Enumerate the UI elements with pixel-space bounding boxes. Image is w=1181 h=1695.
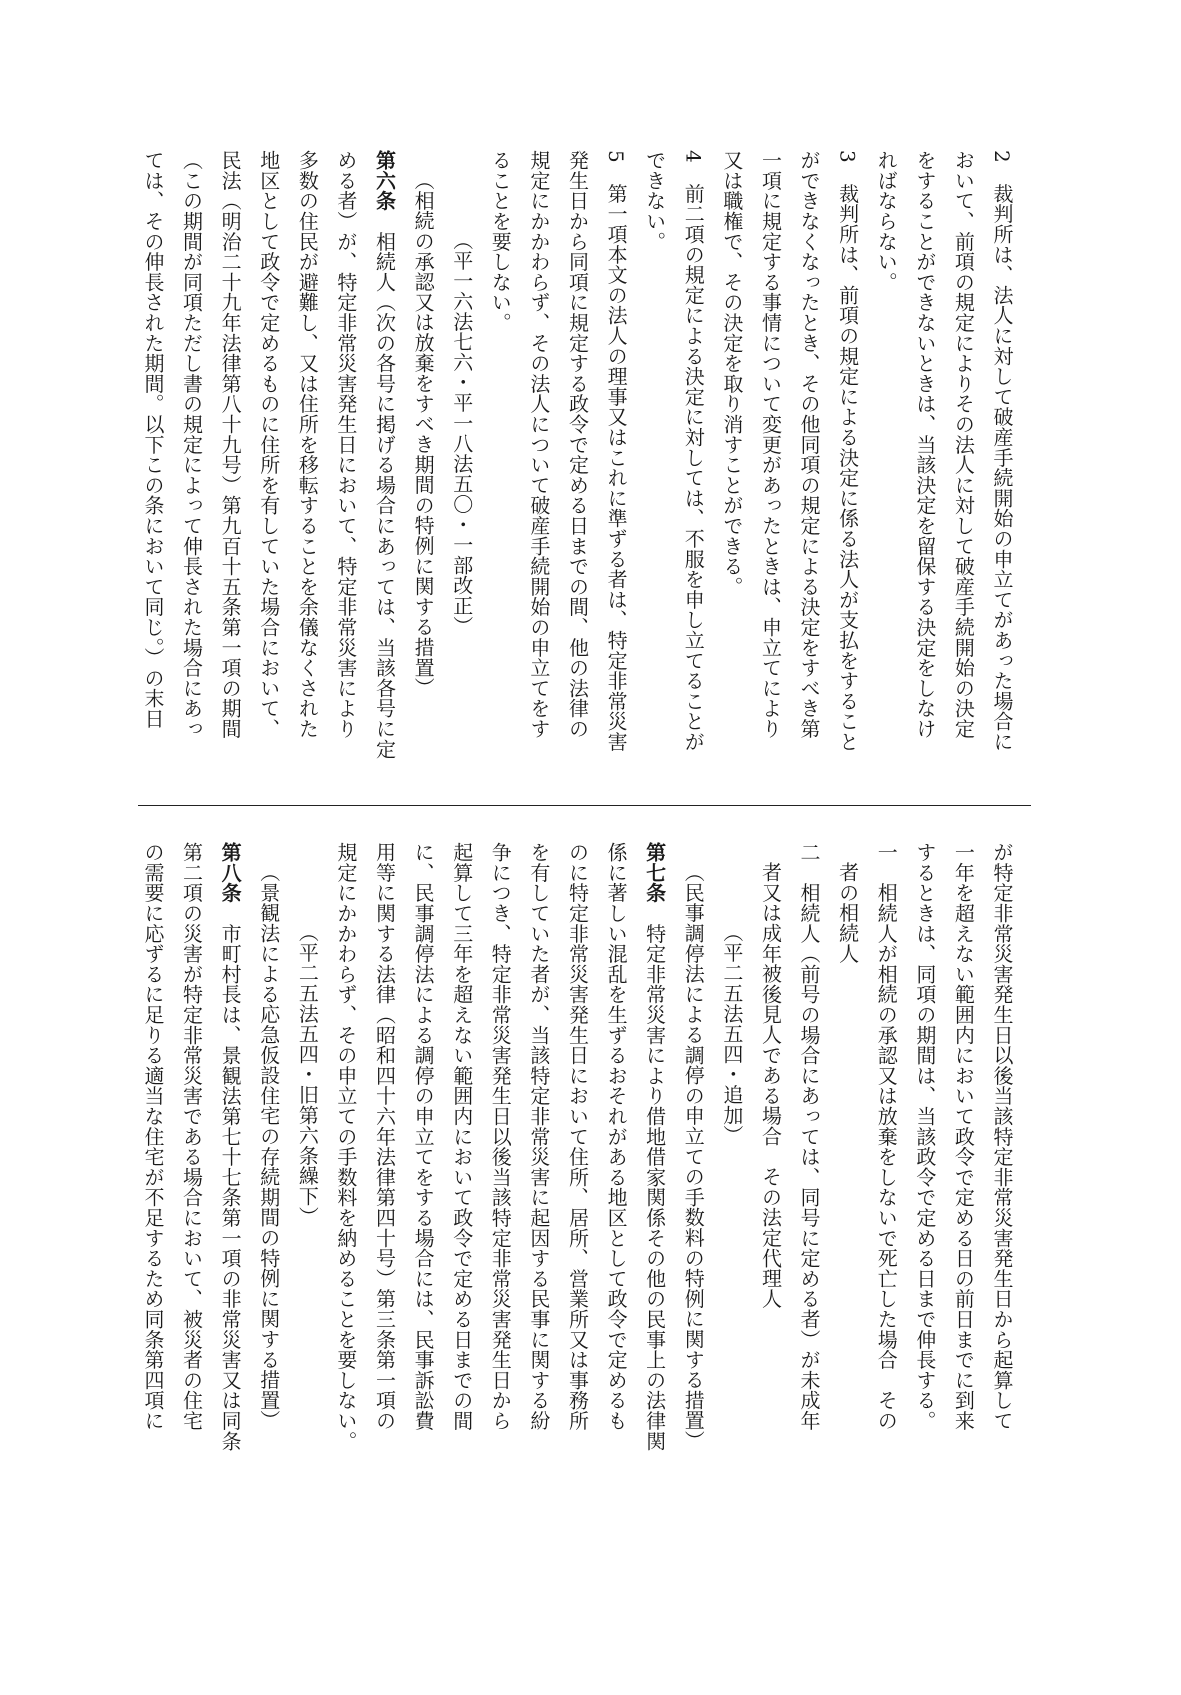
column-text: するときは、同項の期間は、当該政令で定める日まで伸長する。 [912, 842, 937, 1431]
column-text: 規定にかかわらず、その法人について破産手続開始の申立てをす [526, 150, 551, 739]
text-column [442, 150, 481, 790]
page-divider [138, 805, 1031, 806]
text-column [905, 150, 944, 790]
column-text: （平一六法七六・平一八法五〇・一部改正） [449, 230, 474, 636]
column-text: 者又は成年被後見人である場合 その法定代理人 [758, 862, 783, 1309]
column-text: ればならない。 [874, 150, 899, 293]
column-text: （相続の承認又は放棄をすべき期間の特例に関する措置） [411, 170, 436, 698]
column-text: 起算して三年を超えない範囲内において政令で定める日までの間 [449, 842, 474, 1431]
column-text: 規定にかかわらず、その申立ての手数料を納めることを要しない。 [333, 842, 358, 1451]
text-column [867, 150, 906, 790]
text-column [867, 842, 906, 1502]
text-column [365, 842, 404, 1502]
text-column [828, 842, 867, 1502]
column-text: ては、その伸長された期間。以下この条において同じ。）の末日 [140, 150, 165, 729]
column-text: （平二五法五四・旧第六条繰下） [295, 922, 320, 1227]
column-text: ができなくなったとき、その他同項の規定による決定をすべき第 [797, 150, 822, 739]
text-column [481, 150, 520, 790]
column-text: （この期間が同項ただし書の規定によって伸長された場合にあっ [179, 150, 204, 739]
column-text: 争につき、特定非常災害発生日以後当該特定非常災害発生日から [488, 842, 513, 1431]
column-text: 3 裁判所は、前項の規定による決定に係る法人が支払をすること [835, 150, 860, 752]
text-column [558, 842, 597, 1502]
text-column [596, 842, 635, 1502]
column-text: 特定非常災害により借地借家関係その他の民事上の法律関 [642, 902, 667, 1452]
column-text: 民法（明治二十九年法律第八十九号）第九百十五条第一項の期間 [218, 150, 243, 739]
text-column [211, 842, 250, 1502]
text-column [596, 150, 635, 790]
column-text: に、民事調停法による調停の申立てをする場合には、民事訴訟費 [411, 842, 436, 1431]
column-text: 地区として政令で定めるものに住所を有していた場合において、 [256, 150, 281, 739]
text-column [326, 842, 365, 1502]
text-column [635, 150, 674, 790]
text-column [404, 842, 443, 1502]
column-text: 発生日から同項に規定する政令で定める日までの間、他の法律の [565, 150, 590, 739]
text-column [944, 150, 983, 790]
column-text: 又は職権で、その決定を取り消すことができる。 [719, 150, 744, 597]
text-column [249, 842, 288, 1502]
text-column [133, 842, 172, 1502]
text-column [211, 150, 250, 790]
column-text: ることを要しない。 [488, 150, 513, 333]
text-column [789, 150, 828, 790]
text-column [751, 150, 790, 790]
text-column [519, 842, 558, 1502]
text-column [751, 842, 790, 1502]
column-text: のに特定非常災害発生日において住所、居所、営業所又は事務所 [565, 842, 590, 1431]
column-text: が特定非常災害発生日以後当該特定非常災害発生日から起算して [990, 842, 1014, 1431]
column-text: 2 裁判所は、法人に対して破産手続開始の申立てがあった場合に [990, 150, 1014, 752]
text-column [404, 150, 443, 790]
column-text: をすることができないときは、当該決定を留保する決定をしなけ [912, 150, 937, 739]
text-column [288, 842, 327, 1502]
text-column [712, 150, 751, 790]
text-column [674, 150, 713, 790]
column-text: できない。 [642, 150, 667, 252]
column-text: （民事調停法による調停の申立ての手数料の特例に関する措置） [681, 862, 706, 1451]
column-text: める者）が、特定非常災害発生日において、特定非常災害により [333, 150, 358, 739]
article-number: 第七条 [642, 842, 667, 903]
lower-text-block [133, 842, 1021, 1502]
text-column [828, 150, 867, 790]
text-column [481, 842, 520, 1502]
column-text: 第二項の災害が特定非常災害である場合において、被災者の住宅 [179, 842, 204, 1431]
text-column [172, 842, 211, 1502]
text-column [635, 842, 674, 1502]
column-text: 一年を超えない範囲内において政令で定める日の前日までに到来 [951, 842, 976, 1431]
column-text: 4 前二項の規定による決定に対しては、不服を申し立てることが [681, 150, 706, 752]
column-text: 二 相続人（前号の場合にあっては、同号に定める者）が未成年 [797, 842, 822, 1431]
column-text: 者の相続人 [835, 862, 860, 964]
text-column [712, 842, 751, 1502]
text-column [133, 150, 172, 790]
column-text: を有していた者が、当該特定非常災害に起因する民事に関する紛 [526, 842, 551, 1431]
column-text: 一項に規定する事情について変更があったときは、申立てにより [758, 150, 783, 739]
text-column [982, 150, 1021, 790]
column-text: 市町村長は、景観法第七十七条第一項の非常災害又は同条 [218, 902, 243, 1452]
column-text: おいて、前項の規定によりその法人に対して破産手続開始の決定 [951, 150, 976, 739]
text-column [944, 842, 983, 1502]
upper-text-block [133, 150, 1021, 790]
text-column [519, 150, 558, 790]
text-column [288, 150, 327, 790]
text-column [558, 150, 597, 790]
column-text: 相続人（次の各号に掲げる場合にあっては、当該各号に定 [372, 210, 397, 760]
column-text: の需要に応ずるに足りる適当な住宅が不足するため同条第四項に [140, 842, 165, 1431]
text-column [326, 150, 365, 790]
text-column [905, 842, 944, 1502]
text-column [365, 150, 404, 790]
column-text: 一 相続人が相続の承認又は放棄をしないで死亡した場合 その [874, 842, 899, 1431]
text-column [789, 842, 828, 1502]
text-column [674, 842, 713, 1502]
article-number: 第六条 [372, 150, 397, 211]
column-text: 多数の住民が避難し、又は住所を移転することを余儀なくされた [295, 150, 320, 739]
article-number: 第八条 [218, 842, 243, 903]
text-column [249, 150, 288, 790]
text-column [982, 842, 1021, 1502]
text-column [442, 842, 481, 1502]
column-text: （景観法による応急仮設住宅の存続期間の特例に関する措置） [256, 862, 281, 1431]
column-text: 5 第一項本文の法人の理事又はこれに準ずる者は、特定非常災害 [604, 150, 629, 752]
column-text: （平二五法五四・追加） [719, 922, 744, 1146]
text-column [172, 150, 211, 790]
column-text: 係に著しい混乱を生ずるおそれがある地区として政令で定めるも [604, 842, 629, 1431]
column-text: 用等に関する法律（昭和四十六年法律第四十号）第三条第一項の [372, 842, 397, 1431]
